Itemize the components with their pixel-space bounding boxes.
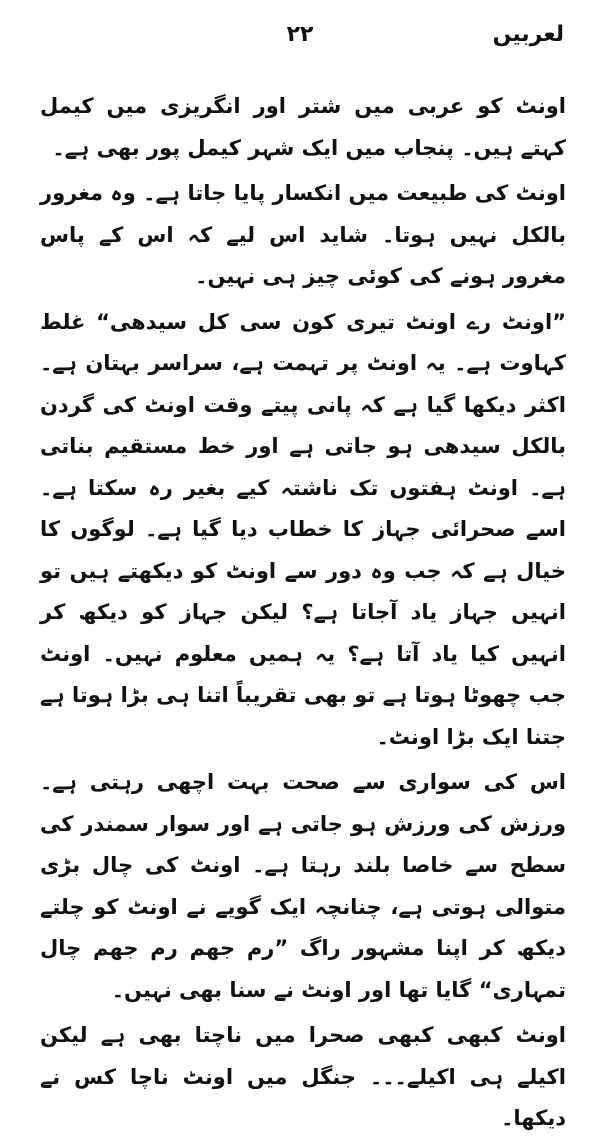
- page-number: ۲۲: [286, 22, 314, 47]
- running-title: لعربیں: [492, 22, 564, 47]
- paragraph: ”اونٹ رے اونٹ تیری کون سی کل سیدھی“ غلط کہاوت ہے۔ یہ اونٹ پر تہمت ہے، سراسر بہتان ہے۔ اکثر دیکھا گیا ہے کہ پانی پیتے وقت اونٹ کی گردن بالکل سیدھی ہو جاتی ہے اور خط مستقیم بناتی ہے۔ اونٹ ہفتوں تک ناشتہ کیے بغیر رہ سکتا ہے۔ اسے صحرائی جہاز کا خطاب دیا گیا ہے۔ لوگوں کا خیال ہے کہ جب وہ دور سے اونٹ کو دیکھتے ہیں تو انہیں جہاز یاد آجاتا ہے؟ لیکن جہاز کو دیکھ کر انہیں کیا یاد آتا ہے؟ یہ ہمیں معلوم نہیں۔ اونٹ جب چھوٹا ہوتا ہے تو بھی تقریباً اتنا ہی بڑا ہوتا ہے جتنا ایک بڑا اونٹ۔: [40, 309, 566, 749]
- paragraph: اونٹ کو عربی میں شتر اور انگریزی میں کیمل کہتے ہیں۔ پنجاب میں ایک شہر کیمل پور بھی ہے۔: [40, 94, 566, 160]
- page-header: [36, 22, 564, 56]
- paragraph: اونٹ کبھی کبھی صحرا میں ناچتا بھی ہے لیکن اکیلے ہی اکیلے۔۔۔ جنگل میں اونٹ ناچا کس نے دیکھا۔: [40, 1023, 566, 1130]
- paragraph: اس کی سواری سے صحت بہت اچھی رہتی ہے۔ ورزش کی ورزش ہو جاتی ہے اور سوار سمندر کی سطح سے خاصا بلند رہتا ہے۔ اونٹ کی چال بڑی متوالی ہوتی ہے، چنانچہ ایک گویے نے اونٹ کو چلتے دیکھ کر اپنا مشہور راگ ”رم جھم رم جھم چال تمہاری“ گایا تھا اور اونٹ نے سنا بھی نہیں۔: [40, 770, 566, 1002]
- paragraph: اونٹ کی طبیعت میں انکسار پایا جاتا ہے۔ وہ مغرور بالکل نہیں ہوتا۔ شاید اس لیے کہ اس کے پاس مغرور ہونے کی کوئی چیز ہی نہیں۔: [40, 181, 566, 288]
- body-text: [40, 86, 566, 1144]
